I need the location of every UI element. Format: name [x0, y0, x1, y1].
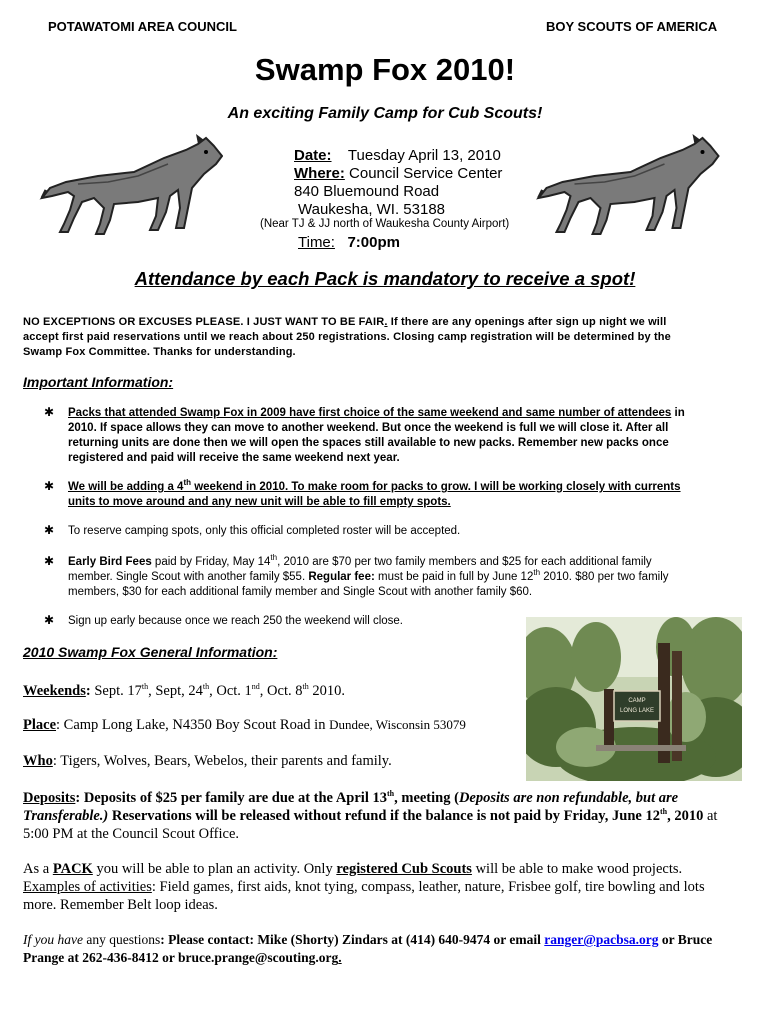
weekend-1: Sept. 17 [94, 683, 142, 699]
no-exceptions-line3: Swamp Fox Committee. Thanks for understanding. [23, 346, 296, 358]
contact-line2: Prange at 262-436-8412 or bruce.prange@scouting.org [23, 950, 339, 965]
no-exceptions-line2: accept first paid reservations until we reach about 250 registrations. Closing camp registration will be determined by the [23, 331, 671, 343]
bullet-returning-packs [68, 406, 748, 466]
no-exceptions-text: NO EXCEPTIONS OR EXCUSES PLEASE. I JUST WANT TO BE FAIR [23, 316, 385, 328]
sign-camp-text: CAMP [628, 698, 646, 704]
contact-line2-end: . [338, 950, 342, 965]
council-name: POTAWATOMI AREA COUNCIL [48, 19, 237, 34]
fox-icon [42, 134, 222, 234]
examples-label: Examples of activities [23, 879, 152, 895]
fox-icon [539, 134, 719, 234]
bullet1-line1-end: in [671, 407, 685, 419]
weekend-3: , Oct. 1 [209, 683, 252, 699]
where-value: Council Service Center [349, 165, 503, 182]
who-label: Who [23, 753, 53, 769]
date-label: Date: [294, 147, 332, 164]
bullet-fees [68, 555, 748, 600]
fox-image-right [532, 132, 722, 242]
deposits-at: at [703, 808, 718, 824]
fox-image-left [38, 132, 223, 242]
email-link-ranger[interactable]: ranger@pacbsa.org [544, 932, 659, 947]
who-line [23, 752, 753, 770]
place-line [23, 716, 753, 734]
contact-paragraph [23, 931, 753, 967]
organization-name: BOY SCOUTS OF AMERICA [546, 19, 718, 34]
deposits-line1-cont: , meeting ( [394, 790, 459, 806]
fees-line3: members, $30 for each additional family member and Single Scout with another family $60. [68, 586, 533, 598]
fees-sup2: th [533, 568, 541, 578]
time-label: Time: [298, 234, 335, 251]
meeting-date [294, 147, 501, 165]
pack-word: PACK [52, 861, 93, 877]
pack-line3: more. Remember Belt loop ideas. [23, 897, 218, 913]
weekend-3-sup: nd [251, 682, 260, 692]
pack-line1-end: will be able to make wood projects. [471, 861, 683, 877]
weekend-2: , Sept, 24 [148, 683, 203, 699]
where-label: Where: [294, 165, 345, 182]
bullet-asterisk-icon: ✱ [44, 523, 55, 537]
fees-line2-cont: must be paid in full by June 12 [374, 571, 534, 583]
contact-line1: : Please contact: Mike (Shorty) Zindars at (414) 640-9474 or email [160, 932, 545, 947]
important-heading: Important Information: [23, 374, 174, 390]
deposits-nonrefundable: Deposits are non refundable, but are [458, 790, 679, 806]
deposits-line1: : Deposits of $25 per family are due at the April 13 [75, 790, 387, 806]
pack-line1: As a [23, 861, 53, 877]
registered-cub-scouts: registered Cub Scouts [336, 861, 472, 877]
meeting-address-line2: Waukesha, WI. 53188 [298, 201, 446, 218]
weekend-4: , Oct. 8 [259, 683, 303, 699]
meeting-location-note: (Near TJ & JJ north of Waukesha County Airport) [260, 218, 510, 230]
weekends-colon: : [85, 683, 95, 699]
fees-line1-cont: , 2010 are $70 per two family members and $25 for each additional family [277, 556, 652, 568]
bullet-asterisk-icon: ✱ [44, 479, 55, 493]
deposits-paragraph [23, 789, 753, 843]
examples-list: : Field games, first aids, knot tying, compass, leather, nature, Frisbee golf, tire bowling and lots [151, 879, 705, 895]
meeting-where [294, 165, 502, 183]
meeting-address-line1: 840 Bluemound Road [294, 183, 440, 200]
attendance-notice: Attendance by each Pack is mandatory to receive a spot! [134, 268, 636, 289]
deposits-label: Deposits [23, 790, 76, 806]
fees-line1: paid by Friday, May 14 [151, 556, 271, 568]
sign-name-text: LONG LAKE [619, 708, 655, 714]
bullet2-sup: th [183, 478, 192, 488]
deposits-sup1: th [386, 789, 395, 799]
weekend-year: 2010. [308, 683, 345, 699]
fees-line2-end: 2010. $80 per two family [540, 571, 669, 583]
pack-line1-cont: you will be able to plan an activity. Only [92, 861, 337, 877]
weekends-line [23, 682, 753, 700]
no-exceptions-period: . [384, 316, 388, 328]
deposits-line2: Reservations will be released without refund if the balance is not paid by Friday, June 12 [108, 808, 660, 824]
meeting-time [298, 234, 400, 252]
deposits-sup2: th [659, 807, 668, 817]
page-subtitle: An exciting Family Camp for Cub Scouts! [227, 105, 543, 122]
no-exceptions-text-cont: If there are any openings after sign up night we will [387, 316, 667, 328]
regular-fee-label: Regular fee: [308, 571, 375, 583]
no-exceptions-paragraph [23, 315, 748, 360]
bullet-asterisk-icon: ✱ [44, 613, 55, 627]
weekend-4-sup: th [302, 682, 309, 692]
bullet-sign-up-early: Sign up early because once we reach 250 the weekend will close. [68, 615, 403, 627]
place-value: : Camp Long Lake, N4350 Boy Scout Road in [56, 717, 330, 733]
deposits-transferable: Transferable.) [23, 808, 109, 824]
time-value: 7:00pm [347, 234, 400, 251]
bullet2-line2: units to move around and any new unit will be able to fill empty spots. [68, 496, 451, 508]
weekend-1-sup: th [141, 682, 149, 692]
weekends-label: Weekends [23, 683, 86, 699]
bullet-roster: To reserve camping spots, only this official completed roster will be accepted. [68, 525, 461, 537]
deposits-line3: 5:00 PM at the Council Scout Office. [23, 826, 239, 842]
weekend-2-sup: th [202, 682, 210, 692]
place-city: Dundee, Wisconsin 53079 [329, 717, 466, 732]
date-value: Tuesday April 13, 2010 [347, 147, 501, 164]
bullet1-line2: 2010. If space allows they can move to another weekend. But once the weekend is full we will close it. After all [68, 422, 669, 434]
bullet-asterisk-icon: ✱ [44, 554, 55, 568]
fees-line2: member. Single Scout with another family $55. [68, 571, 309, 583]
bullet1-line4: registered and paid will receive the same weekend next year. [68, 452, 400, 464]
contact-if-you-have: If you have [23, 932, 83, 947]
page-title: Swamp Fox 2010! [254, 52, 516, 87]
bullet2-line1: We will be adding a 4 [68, 481, 184, 493]
general-info-heading: 2010 Swamp Fox General Information: [23, 644, 278, 660]
place-label: Place [23, 717, 57, 733]
bullet2-line1-cont: weekend in 2010. To make room for packs to grow. I will be working closely with currents [191, 481, 681, 493]
contact-line1-end: or Bruce [658, 932, 713, 947]
bullet1-line1: Packs that attended Swamp Fox in 2009 have first choice of the same weekend and same number of attendees [68, 407, 672, 419]
who-value: : Tigers, Wolves, Bears, Webelos, their parents and family. [52, 753, 392, 769]
bullet1-line3: returning units are done then we will open the spaces still available to new packs. Remember new packs once [68, 437, 669, 449]
early-bird-label: Early Bird Fees [68, 556, 152, 568]
bullet-fourth-weekend [68, 480, 748, 510]
contact-any-questions: any questions [82, 932, 161, 947]
pack-paragraph [23, 860, 753, 914]
deposits-year: , 2010 [667, 808, 704, 824]
fees-sup1: th [270, 553, 278, 563]
bullet-asterisk-icon: ✱ [44, 405, 55, 419]
